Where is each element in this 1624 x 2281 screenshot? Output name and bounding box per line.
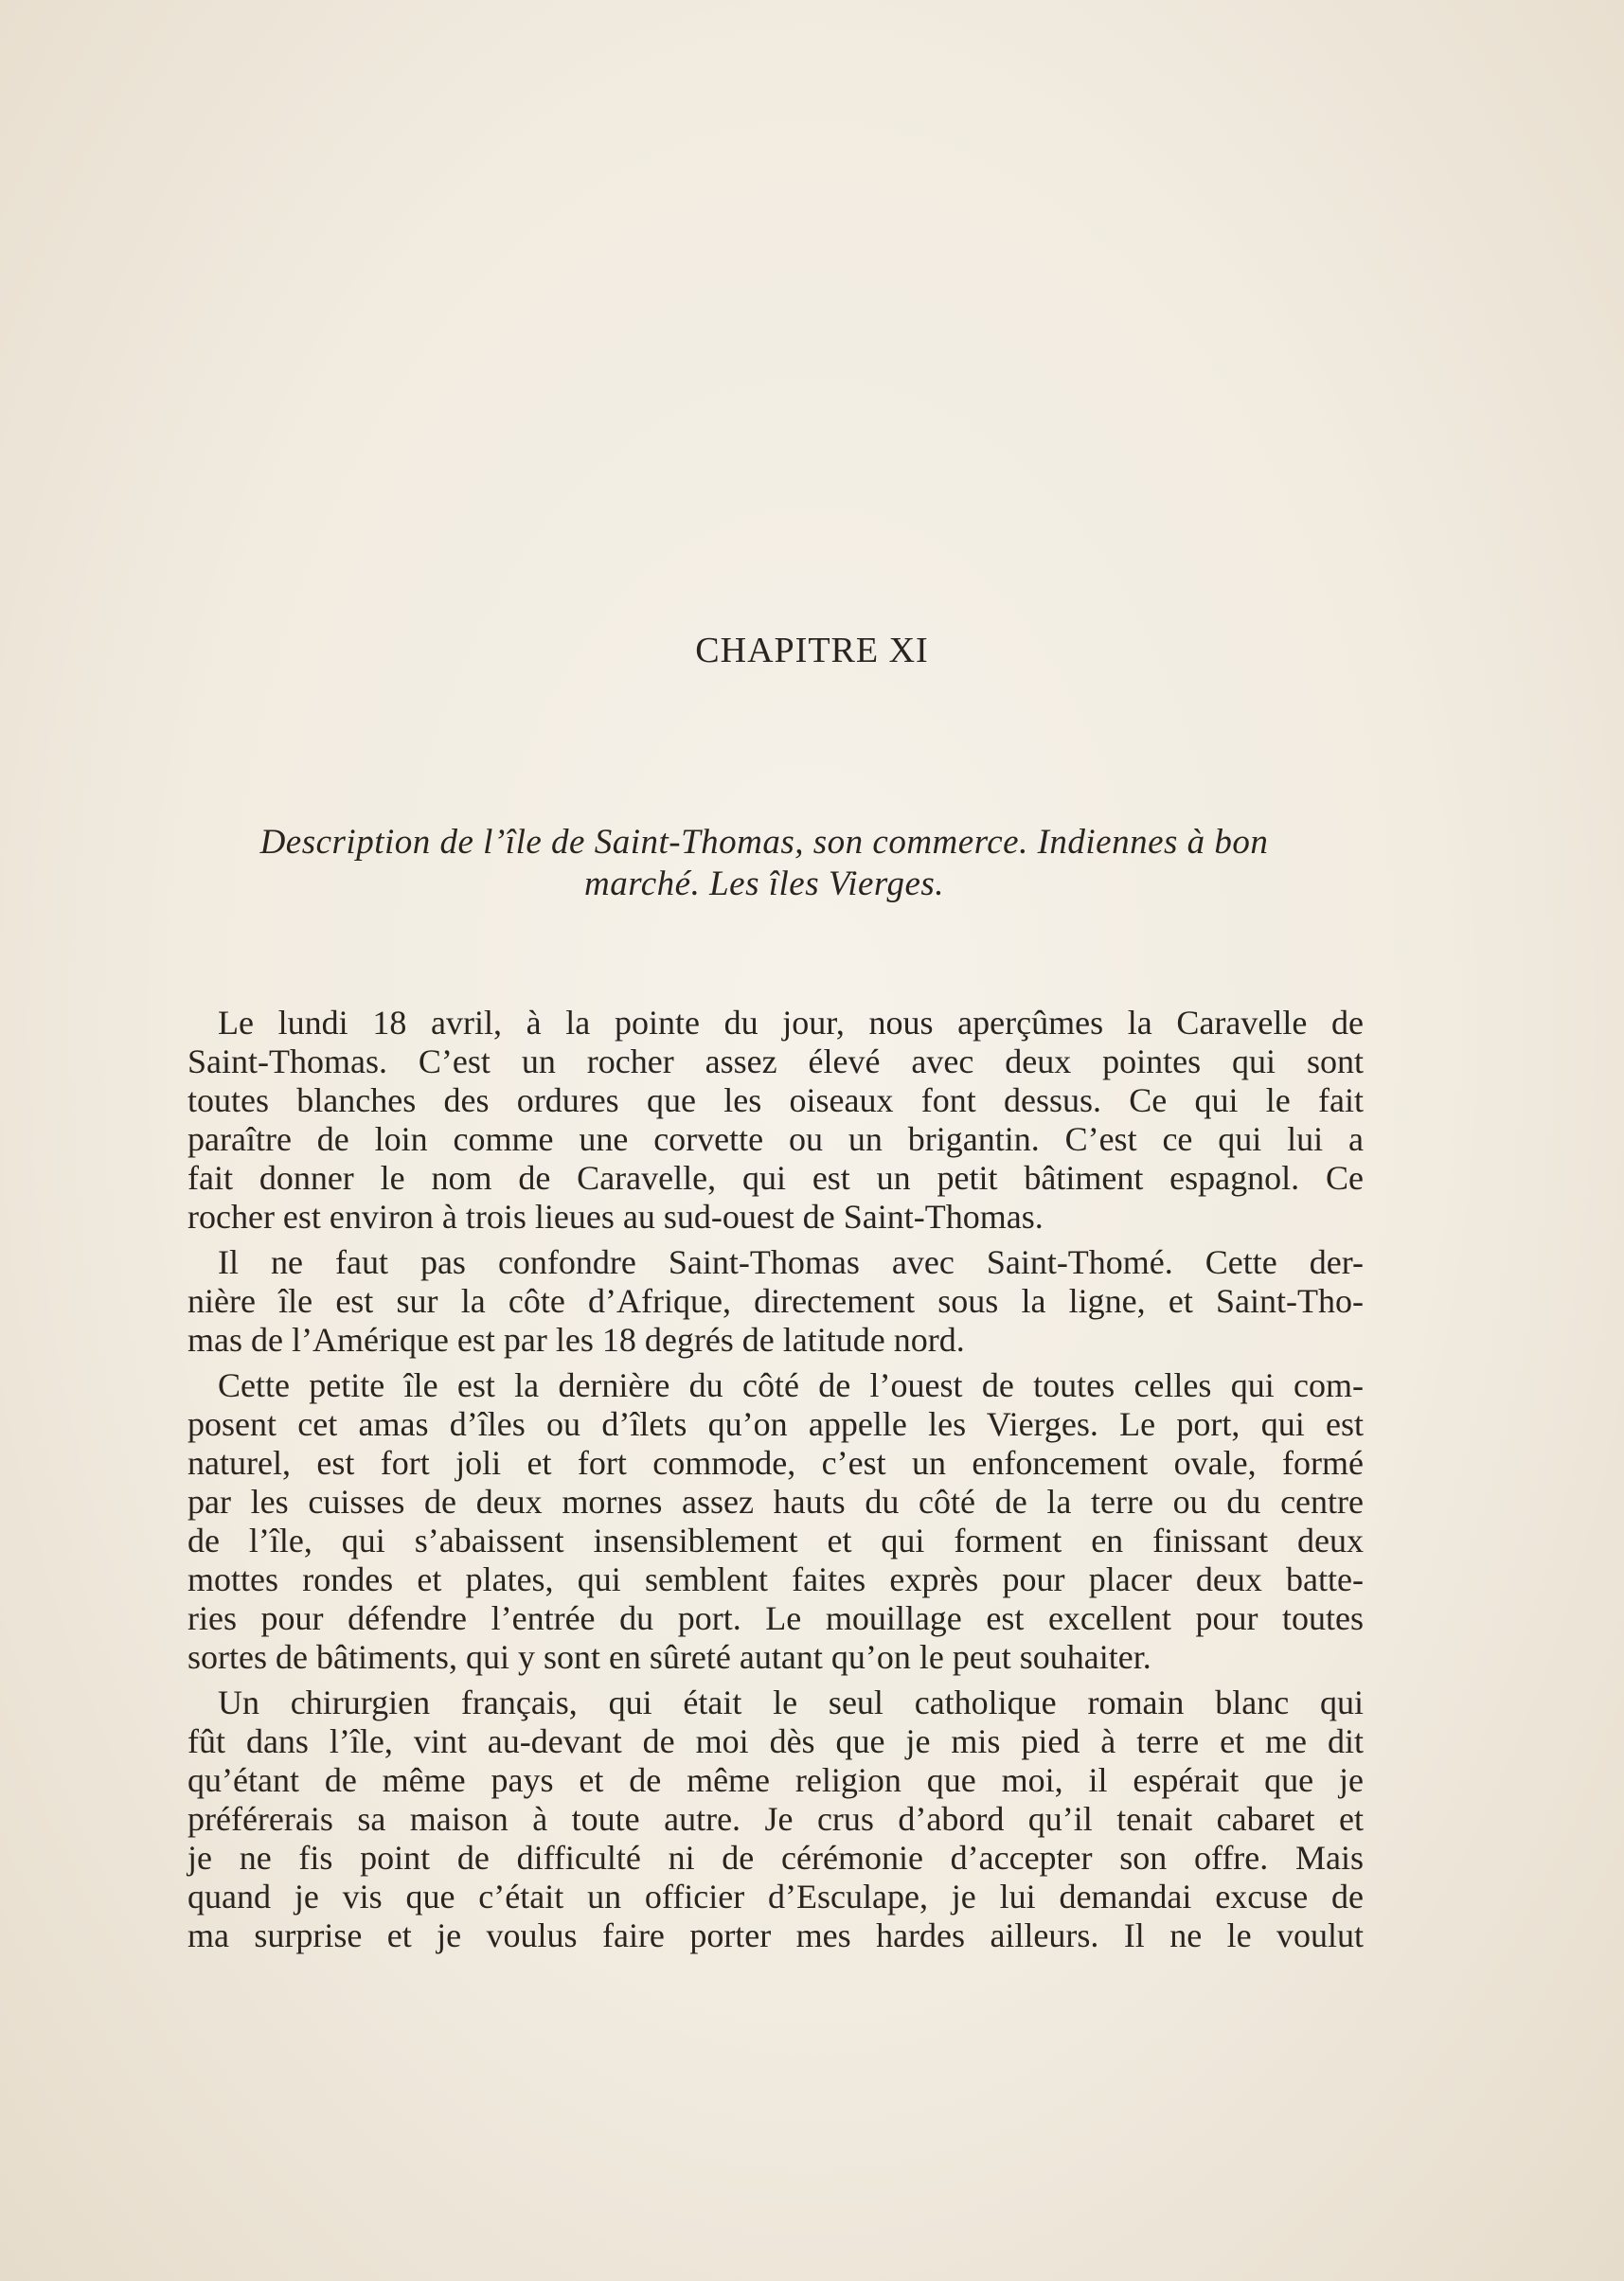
text-line: naturel, est fort joli et fort commode, c’est un enfoncement ovale, formé — [187, 1444, 1364, 1482]
paragraph-2 — [187, 1243, 1364, 1360]
text-line: mottes rondes et plates, qui semblent faites exprès pour placer deux batte- — [187, 1560, 1364, 1598]
text-line: Il ne faut pas confondre Saint-Thomas avec Saint-Thomé. Cette der- — [218, 1243, 1364, 1281]
text-line: je ne fis point de difficulté ni de cérémonie d’accepter son offre. Mais — [187, 1839, 1364, 1877]
text-line: toutes blanches des ordures que les oiseaux font dessus. Ce qui le fait — [187, 1081, 1364, 1119]
paragraph-3 — [187, 1366, 1364, 1677]
text-line: paraître de loin comme une corvette ou un brigantin. C’est ce qui lui a — [187, 1120, 1364, 1158]
summary-line-1: Description de l’île de Saint-Thomas, son commerce. Indiennes à bon — [259, 823, 1269, 862]
text-line: quand je vis que c’était un officier d’Esculape, je lui demandai excuse de — [187, 1878, 1364, 1916]
text-line: fût dans l’île, vint au-devant de moi dès que je mis pied à terre et me dit — [187, 1722, 1364, 1760]
summary-line-2: marché. Les îles Vierges. — [583, 864, 945, 903]
text-line: Saint-Thomas. C’est un rocher assez élevé avec deux pointes qui sont — [187, 1042, 1364, 1080]
text-line: rocher est environ à trois lieues au sud-ouest de Saint-Thomas. — [187, 1198, 1044, 1236]
text-line: mas de l’Amérique est par les 18 degrés de latitude nord. — [187, 1321, 965, 1359]
text-line: ries pour défendre l’entrée du port. Le mouillage est excellent pour toutes — [187, 1599, 1364, 1637]
text-line: nière île est sur la côte d’Afrique, directement sous la ligne, et Saint-Tho- — [187, 1282, 1364, 1320]
paragraph-4 — [187, 1684, 1364, 1955]
text-line: Un chirurgien français, qui était le seul catholique romain blanc qui — [218, 1684, 1364, 1721]
text-line: qu’étant de même pays et de même religion que moi, il espérait que je — [187, 1761, 1364, 1799]
text-line: fait donner le nom de Caravelle, qui est un petit bâtiment espagnol. Ce — [187, 1159, 1364, 1197]
chapter-summary — [210, 822, 1318, 905]
text-line: de l’île, qui s’abaissent insensiblement et qui forment en finissant deux — [187, 1522, 1364, 1559]
text-line: préférerais sa maison à toute autre. Je crus d’abord qu’il tenait cabaret et — [187, 1800, 1364, 1838]
chapter-title: CHAPITRE XI — [695, 631, 929, 670]
text-line: ma surprise et je voulus faire porter mes hardes ailleurs. Il ne le voulut — [187, 1916, 1364, 1954]
text-line: posent cet amas d’îles ou d’îlets qu’on appelle les Vierges. Le port, qui est — [187, 1405, 1364, 1443]
body-text — [187, 1004, 1364, 1955]
paragraph-1 — [187, 1004, 1364, 1237]
text-line: sortes de bâtiments, qui y sont en sûreté autant qu’on le peut souhaiter. — [187, 1638, 1151, 1676]
text-line: Le lundi 18 avril, à la pointe du jour, nous aperçûmes la Caravelle de — [218, 1004, 1364, 1042]
text-line: Cette petite île est la dernière du côté de l’ouest de toutes celles qui com- — [218, 1366, 1364, 1404]
text-line: par les cuisses de deux mornes assez hauts du côté de la terre ou du centre — [187, 1483, 1364, 1521]
